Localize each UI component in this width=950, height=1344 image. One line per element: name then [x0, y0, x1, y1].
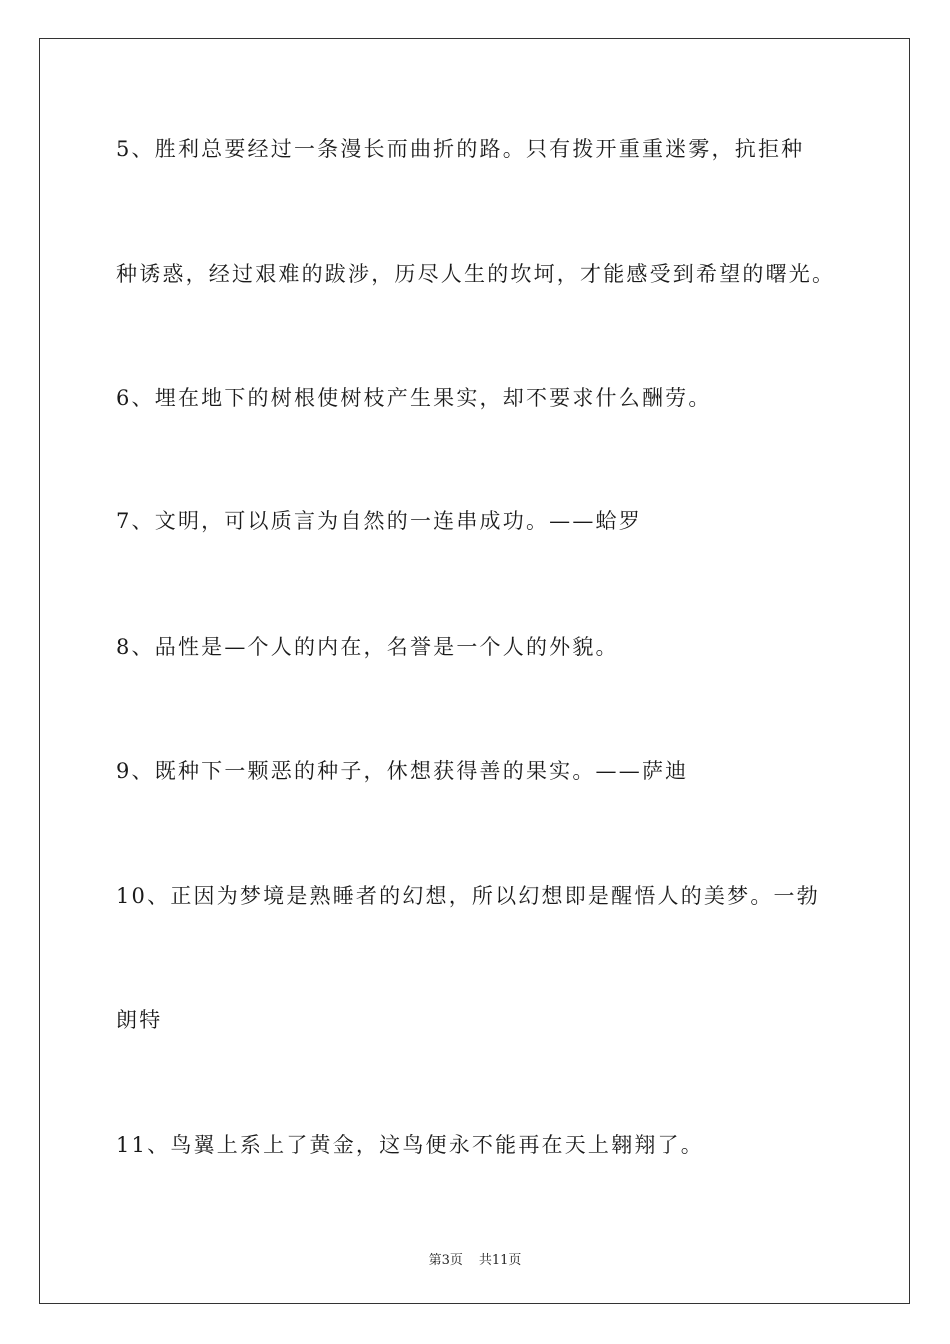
text-line: 5、胜利总要经过一条漫长而曲折的路。只有拨开重重迷雾，抗拒种 [116, 137, 805, 161]
text-line: 8、品性是—个人的内在，名誉是一个人的外貌。 [116, 635, 619, 659]
page-footer [0, 1249, 950, 1268]
text-line: 11、鸟翼上系上了黄金，这鸟便永不能再在天上翱翔了。 [116, 1133, 704, 1157]
text-line: 种诱惑，经过艰难的跋涉，历尽人生的坎坷，才能感受到希望的曙光。 [116, 262, 836, 286]
text-line: 10、正因为梦境是熟睡者的幻想，所以幻想即是醒悟人的美梦。一勃 [116, 884, 820, 908]
page-border [39, 38, 910, 1304]
text-line: 6、埋在地下的树根使树枝产生果实，却不要求什么酬劳。 [116, 386, 712, 410]
text-line: 朗特 [116, 1008, 163, 1032]
text-line: 9、既种下一颗恶的种子，休想获得善的果实。——萨迪 [116, 759, 689, 783]
text-line: 7、文明，可以质言为自然的一连串成功。——蛤罗 [116, 509, 642, 533]
page-total: 共11页 [478, 1253, 522, 1268]
page-number: 第3页 [428, 1253, 463, 1268]
